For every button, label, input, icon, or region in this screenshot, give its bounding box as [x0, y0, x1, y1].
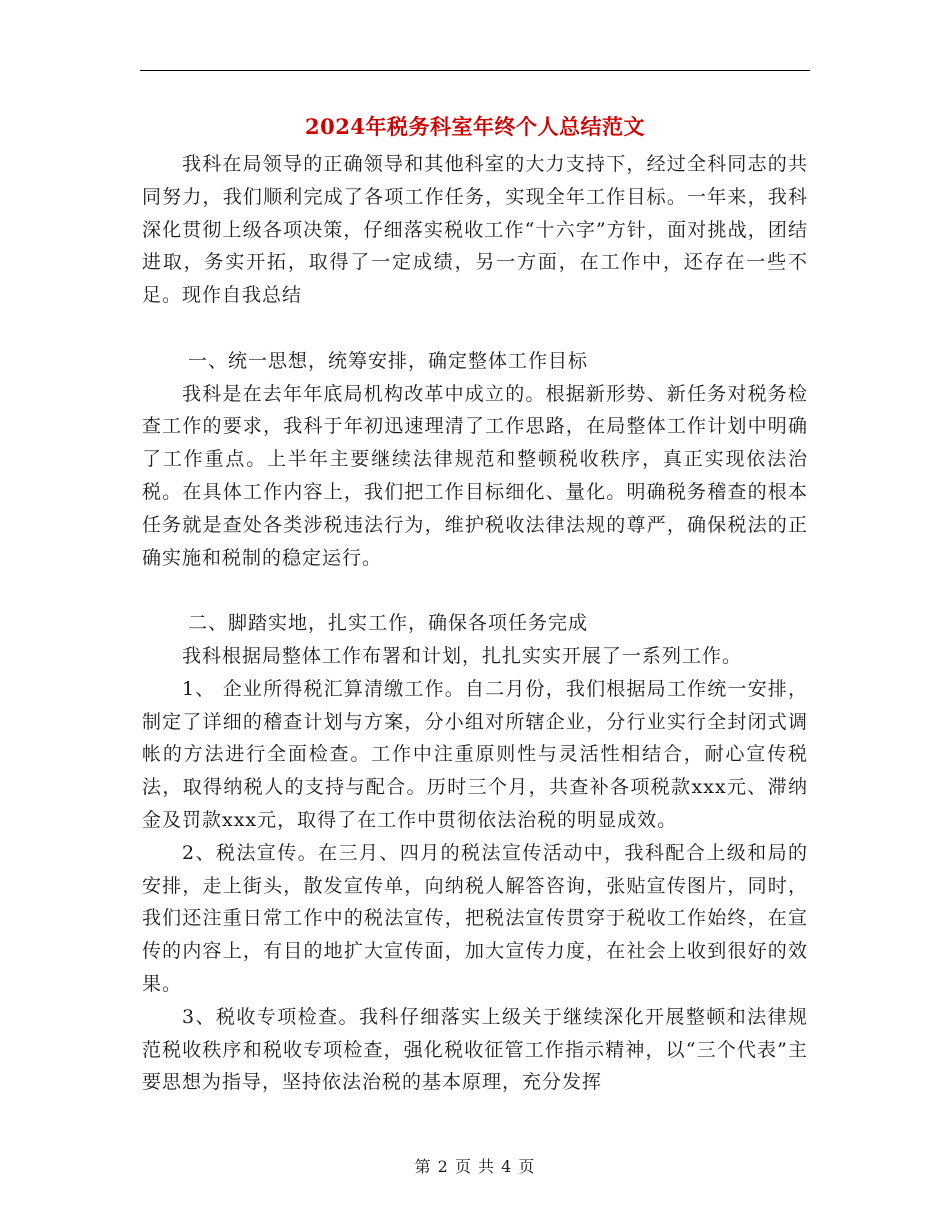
item-1-paragraph: 1、 企业所得税汇算清缴工作。自二月份，我们根据局工作统一安排，制定了详细的稽查计划与方案，分小组对所辖企业，分行业实行全封闭式调帐的方法进行全面检查。工作中注重原则性与灵活性相结合，耐心宣传税法，取得纳税人的支持与配合。历时三个月，共查补各项税款xxx元、滞纳金及罚款xxx元，取得了在工作中贯彻依法治税的明显成效。: [142, 677, 808, 831]
document-body: [142, 148, 808, 1099]
intro-paragraph: 我科在局领导的正确领导和其他科室的大力支持下，经过全科同志的共同努力，我们顺利完成了各项工作任务，实现全年工作目标。一年来，我科深化贯彻上级各项决策，仔细落实税收工作“十六字”方针，面对挑战，团结进取，务实开拓，取得了一定成绩，另一方面，在工作中，还存在一些不足。现作自我总结: [142, 153, 808, 307]
section-1-paragraph: 我科是在去年年底局机构改革中成立的。根据新形势、新任务对税务检查工作的要求，我科于年初迅速理清了工作思路，在局整体工作计划中明确了工作重点。上半年主要继续法律规范和整顿税收秩序，真正实现依法治税。在具体工作内容上，我们把工作目标细化、量化。明确税务稽查的根本任务就是查处各类涉税违法行为，维护税收法律法规的尊严，确保税法的正确实施和税制的稳定运行。: [142, 382, 808, 569]
paragraph-gap: [142, 574, 808, 607]
item-2-paragraph: 2、税法宣传。在三月、四月的税法宣传活动中，我科配合上级和局的安排，走上街头，散发宣传单，向纳税人解答咨询，张贴宣传图片，同时，我们还注重日常工作中的税法宣传，把税法宣传贯穿于税收工作始终，在宣传的内容上，有目的地扩大宣传面，加大宣传力度，在社会上收到很好的效果。: [142, 841, 808, 995]
paragraph-gap: [142, 312, 808, 345]
section-2-intro: 我科根据局整体工作布署和计划，扎扎实实开展了一系列工作。: [182, 644, 743, 667]
section-heading-2: 二、脚踏实地，扎实工作，确保各项任务完成: [188, 612, 589, 635]
section-heading-1: 一、统一思想，统筹安排，确定整体工作目标: [188, 349, 589, 372]
page-number: 第 2 页 共 4 页: [414, 1157, 536, 1176]
document-title: 2024年税务科室年终个人总结范文: [305, 114, 645, 139]
item-3-paragraph: 3、税收专项检查。我科仔细落实上级关于继续深化开展整顿和法律规范税收秩序和税收专项检查，强化税收征管工作指示精神，以“三个代表”主要思想为指导，坚持依法治税的基本原理，充分发挥: [142, 1005, 808, 1094]
header-rule: [140, 70, 810, 71]
